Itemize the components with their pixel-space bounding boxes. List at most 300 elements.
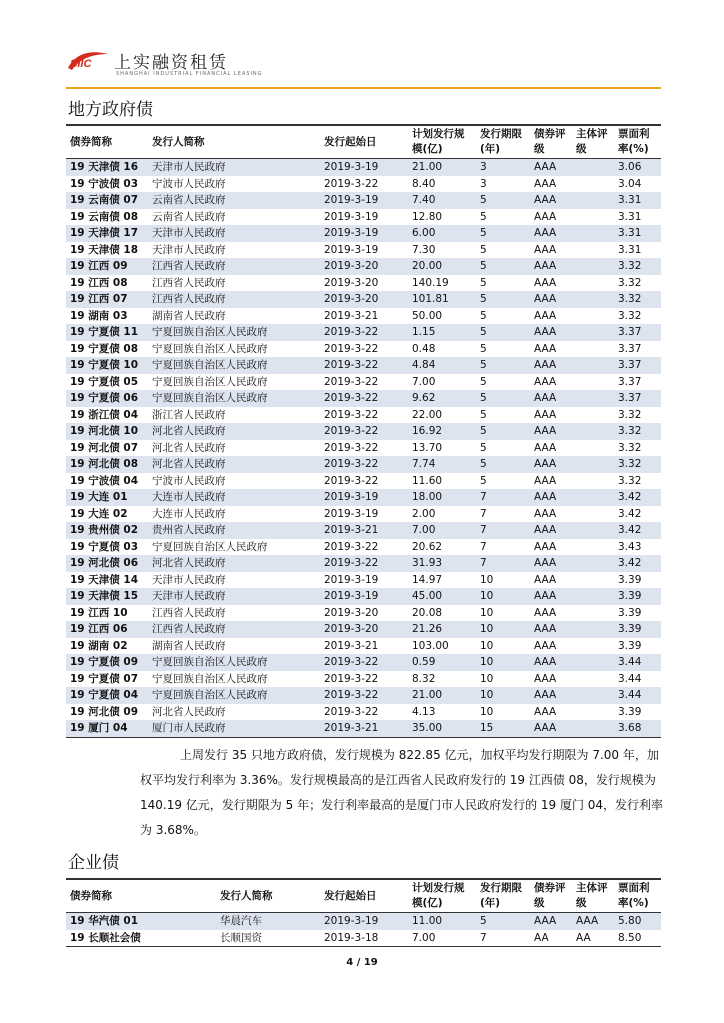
brand-subtitle: SHANGHAI INDUSTRIAL FINANCIAL LEASING [116,71,263,77]
table-row [66,176,661,193]
section-title-corporate: 企业债 [68,853,119,873]
issuer-rating-cell [572,687,614,704]
table-row [66,572,661,589]
issuer-rating-cell [572,407,614,424]
table-row [66,588,661,605]
bond-name-cell: 19 云南债 07 [66,192,148,209]
issuer-rating-cell [572,671,614,688]
issuer-rating-cell [572,374,614,391]
term-cell: 5 [476,258,530,275]
issuer-rating-cell [572,572,614,589]
issuer-cell: 江西省人民政府 [152,606,226,619]
issuer-rating-cell: AAA [572,913,614,930]
start-date-cell: 2019-3-22 [324,375,379,388]
start-date-cell: 2019-3-20 [320,621,408,638]
coupon-cell: 3.37 [618,342,642,355]
coupon-cell: 3.39 [618,573,642,586]
table-row [66,456,661,473]
term-cell: 5 [476,357,530,374]
page-header [66,46,661,86]
bond-rating-cell: AAA [530,225,572,242]
issuer-cell: 宁夏回族自治区人民政府 [148,324,320,341]
coupon-cell: 3.31 [614,192,661,209]
coupon-cell: 3.43 [618,540,642,553]
term-cell: 10 [480,573,494,586]
bond-rating-cell: AAA [534,672,557,685]
bond-rating-cell: AAA [534,342,557,355]
bond-rating-cell: AAA [534,705,557,718]
bond-rating-cell: AAA [534,177,557,190]
start-date-cell: 2019-3-22 [324,342,379,355]
size-cell: 6.00 [408,225,476,242]
start-date-cell: 2019-3-19 [320,159,408,176]
table-row [66,407,661,424]
local-gov-bond-table [66,124,661,738]
coupon-cell: 3.37 [614,324,661,341]
bond-rating-cell: AAA [534,441,557,454]
issuer-cell: 厦门市人民政府 [148,720,320,737]
term-cell: 5 [480,210,487,223]
table-row [66,357,661,374]
issuer-rating-cell [572,341,614,358]
bond-name-cell: 19 河北债 09 [70,705,139,718]
term-cell: 10 [480,639,494,652]
size-cell: 16.92 [408,423,476,440]
coupon-cell: 3.32 [614,291,661,308]
term-cell: 5 [480,441,487,454]
start-date-cell: 2019-3-22 [324,441,379,454]
term-cell: 7 [476,555,530,572]
coupon-cell: 3.32 [614,258,661,275]
issuer-rating-cell [572,621,614,638]
size-cell: 20.00 [408,258,476,275]
size-cell: 101.81 [408,291,476,308]
bond-name-cell: 19 华汽债 01 [66,913,216,930]
summary-paragraph [140,743,665,843]
col-header-issuer: 发行人简称 [148,125,320,159]
term-cell: 10 [480,606,494,619]
coupon-cell: 3.42 [614,522,661,539]
term-cell: 5 [480,243,487,256]
term-cell: 10 [480,705,494,718]
table-row [66,291,661,308]
start-date-cell: 2019-3-19 [320,588,408,605]
bond-rating-cell: AAA [534,639,557,652]
start-date-cell: 2019-3-22 [324,672,379,685]
col-header-issuer-rating: 主体评级 [572,879,614,913]
start-date-cell: 2019-3-19 [320,225,408,242]
table-row [66,720,661,737]
bond-name-cell: 19 大连 01 [66,489,148,506]
col-header-issuer: 发行人简称 [216,879,320,913]
size-cell: 7.00 [408,522,476,539]
col-header-issuer-rating: 主体评级 [572,125,614,159]
table-header-row [66,879,661,913]
start-date-cell: 2019-3-21 [324,309,379,322]
start-date-cell: 2019-3-22 [320,555,408,572]
size-cell: 0.48 [412,342,436,355]
issuer-cell: 天津市人民政府 [152,243,226,256]
issuer-cell: 贵州省人民政府 [148,522,320,539]
bond-name-cell: 19 湖南 03 [70,309,128,322]
start-date-cell: 2019-3-22 [324,474,379,487]
col-header-size: 计划发行规模(亿) [408,125,476,159]
corporate-bond-table [66,878,661,947]
issuer-rating-cell [572,209,614,226]
start-date-cell: 2019-3-19 [324,573,379,586]
size-cell: 4.13 [412,705,436,718]
term-cell: 5 [476,192,530,209]
col-header-start-date: 发行起始日 [320,879,408,913]
term-cell: 10 [476,588,530,605]
col-header-term: 发行期限(年) [476,125,530,159]
start-date-cell: 2019-3-21 [320,720,408,737]
bond-rating-cell: AAA [530,324,572,341]
size-cell: 20.62 [412,540,443,553]
page-number: 4 / 19 [346,957,378,968]
issuer-cell: 天津市人民政府 [148,588,320,605]
bond-name-cell: 19 河北债 08 [66,456,148,473]
coupon-cell: 3.04 [618,177,642,190]
bond-name-cell: 19 天津债 15 [66,588,148,605]
bond-rating-cell: AAA [534,408,557,421]
coupon-cell: 3.44 [614,654,661,671]
issuer-rating-cell [572,638,614,655]
issuer-cell: 江西省人民政府 [148,621,320,638]
issuer-cell: 长顺国资 [216,930,320,947]
size-cell: 31.93 [408,555,476,572]
col-header-bond-rating: 债券评级 [530,125,572,159]
table-row [66,374,661,391]
issuer-cell: 宁夏回族自治区人民政府 [148,687,320,704]
issuer-cell: 天津市人民政府 [148,159,320,176]
issuer-rating-cell [572,440,614,457]
start-date-cell: 2019-3-19 [324,243,379,256]
bond-name-cell: 19 大连 02 [70,507,128,520]
issuer-cell: 浙江省人民政府 [152,408,226,421]
col-header-bond-name: 债券简称 [66,125,148,159]
issuer-cell: 宁夏回族自治区人民政府 [152,375,268,388]
coupon-cell: 3.37 [614,357,661,374]
start-date-cell: 2019-3-20 [320,291,408,308]
issuer-rating-cell [572,605,614,622]
bond-rating-cell: AAA [530,357,572,374]
start-date-cell: 2019-3-22 [320,654,408,671]
start-date-cell: 2019-3-22 [324,540,379,553]
bond-rating-cell: AAA [530,720,572,737]
table-row [66,654,661,671]
issuer-cell: 天津市人民政府 [148,225,320,242]
start-date-cell: 2019-3-19 [324,210,379,223]
table-row [66,555,661,572]
size-cell: 8.32 [412,672,436,685]
issuer-rating-cell [572,225,614,242]
bond-rating-cell: AAA [534,540,557,553]
issuer-cell: 宁夏回族自治区人民政府 [152,342,268,355]
term-cell: 5 [476,324,530,341]
col-header-start-date: 发行起始日 [320,125,408,159]
issuer-cell: 云南省人民政府 [152,210,226,223]
table-row [66,390,661,407]
col-header-coupon: 票面利率(%) [614,879,661,913]
issuer-rating-cell [572,456,614,473]
issuer-cell: 河北省人民政府 [152,441,226,454]
section-title-local-gov: 地方政府债 [68,100,153,120]
term-cell: 7 [480,507,487,520]
issuer-cell: 宁波市人民政府 [152,474,226,487]
term-cell: 10 [476,654,530,671]
bond-rating-cell: AAA [534,243,557,256]
size-cell: 9.62 [408,390,476,407]
term-cell: 7 [476,930,530,947]
size-cell: 22.00 [412,408,443,421]
issuer-rating-cell: AA [572,930,614,947]
issuer-cell: 宁夏回族自治区人民政府 [148,654,320,671]
issuer-cell: 江西省人民政府 [148,258,320,275]
bond-name-cell: 19 厦门 04 [66,720,148,737]
siic-logo-icon [66,48,110,74]
issuer-rating-cell [572,588,614,605]
size-cell: 21.00 [408,687,476,704]
start-date-cell: 2019-3-22 [320,456,408,473]
start-date-cell: 2019-3-18 [320,930,408,947]
table-row [66,605,661,622]
issuer-cell: 云南省人民政府 [148,192,320,209]
coupon-cell: 3.32 [618,408,642,421]
bond-rating-cell: AAA [530,390,572,407]
bond-rating-cell: AAA [530,291,572,308]
bond-rating-cell: AAA [534,210,557,223]
term-cell: 5 [476,291,530,308]
issuer-cell: 江西省人民政府 [148,291,320,308]
bond-name-cell: 19 宁夏债 10 [66,357,148,374]
size-cell: 7.30 [412,243,436,256]
term-cell: 7 [476,489,530,506]
bond-rating-cell: AAA [530,423,572,440]
bond-name-cell: 19 宁夏债 08 [70,342,139,355]
table-row [66,930,661,947]
coupon-cell: 3.44 [614,687,661,704]
bond-name-cell: 19 云南债 08 [70,210,139,223]
size-cell: 4.84 [408,357,476,374]
coupon-cell: 3.39 [614,621,661,638]
start-date-cell: 2019-3-20 [324,606,379,619]
bond-rating-cell: AAA [530,489,572,506]
issuer-rating-cell [572,291,614,308]
size-cell: 7.40 [408,192,476,209]
table-row [66,275,661,292]
term-cell: 7 [480,540,487,553]
coupon-cell: 3.31 [618,210,642,223]
table-row [66,324,661,341]
term-cell: 5 [480,408,487,421]
table-row [66,522,661,539]
size-cell: 21.00 [408,159,476,176]
issuer-cell: 江西省人民政府 [152,276,226,289]
table-row [66,638,661,655]
header-rule [66,87,661,89]
coupon-cell: 3.39 [618,606,642,619]
table-row [66,225,661,242]
table-row [66,440,661,457]
issuer-rating-cell [572,473,614,490]
coupon-cell: 3.37 [618,375,642,388]
bond-rating-cell: AAA [530,456,572,473]
issuer-cell: 湖南省人民政府 [152,639,226,652]
size-cell: 2.00 [412,507,436,520]
issuer-cell: 华晨汽车 [216,913,320,930]
size-cell: 7.00 [408,930,476,947]
bond-name-cell: 19 江西 08 [70,276,128,289]
table-row [66,159,661,176]
size-cell: 35.00 [408,720,476,737]
size-cell: 13.70 [412,441,443,454]
term-cell: 5 [480,276,487,289]
bond-name-cell: 19 江西 07 [66,291,148,308]
col-header-bond-name: 债券简称 [66,879,216,913]
start-date-cell: 2019-3-20 [320,258,408,275]
coupon-cell: 3.32 [614,423,661,440]
col-header-bond-rating: 债券评级 [530,879,572,913]
bond-rating-cell: AA [530,930,572,947]
table-row [66,341,661,358]
term-cell: 10 [476,621,530,638]
size-cell: 18.00 [408,489,476,506]
start-date-cell: 2019-3-22 [324,408,379,421]
start-date-cell: 2019-3-22 [324,705,379,718]
bond-name-cell: 19 贵州债 02 [66,522,148,539]
size-cell: 7.74 [408,456,476,473]
coupon-cell: 3.32 [618,309,642,322]
bond-name-cell: 19 湖南 02 [70,639,128,652]
coupon-cell: 3.06 [614,159,661,176]
table-row [66,913,661,930]
start-date-cell: 2019-3-22 [320,357,408,374]
start-date-cell: 2019-3-19 [320,192,408,209]
term-cell: 10 [476,687,530,704]
issuer-rating-cell [572,654,614,671]
issuer-rating-cell [572,506,614,523]
table-row [66,621,661,638]
table-row [66,242,661,259]
issuer-rating-cell [572,308,614,325]
issuer-rating-cell [572,489,614,506]
bond-rating-cell: AAA [530,192,572,209]
table-row [66,506,661,523]
size-cell: 11.00 [408,913,476,930]
bond-rating-cell: AAA [534,606,557,619]
bond-name-cell: 19 宁夏债 06 [66,390,148,407]
size-cell: 140.19 [412,276,449,289]
bond-name-cell: 19 江西 10 [70,606,128,619]
issuer-cell: 湖南省人民政府 [152,309,226,322]
start-date-cell: 2019-3-22 [320,423,408,440]
bond-rating-cell: AAA [530,654,572,671]
coupon-cell: 3.31 [614,225,661,242]
bond-name-cell: 19 宁夏债 09 [66,654,148,671]
issuer-rating-cell [572,258,614,275]
table-row [66,423,661,440]
bond-rating-cell: AAA [530,621,572,638]
bond-name-cell: 19 宁波债 04 [70,474,139,487]
issuer-rating-cell [572,555,614,572]
bond-rating-cell: AAA [534,507,557,520]
issuer-rating-cell [572,357,614,374]
bond-name-cell: 19 宁夏债 05 [70,375,139,388]
bond-name-cell: 19 浙江债 04 [70,408,139,421]
bond-name-cell: 19 宁夏债 11 [66,324,148,341]
coupon-cell: 3.39 [618,639,642,652]
col-header-term: 发行期限(年) [476,879,530,913]
coupon-cell: 3.42 [618,507,642,520]
issuer-cell: 宁波市人民政府 [152,177,226,190]
table-header-row [66,125,661,159]
bond-rating-cell: AAA [530,258,572,275]
start-date-cell: 2019-3-21 [324,639,379,652]
start-date-cell: 2019-3-21 [320,522,408,539]
bond-name-cell: 19 河北债 06 [66,555,148,572]
issuer-cell: 河北省人民政府 [148,555,320,572]
term-cell: 3 [480,177,487,190]
bond-rating-cell: AAA [530,555,572,572]
bond-rating-cell: AAA [530,522,572,539]
term-cell: 5 [480,309,487,322]
term-cell: 5 [476,390,530,407]
size-cell: 14.97 [412,573,443,586]
issuer-rating-cell [572,720,614,737]
issuer-rating-cell [572,390,614,407]
start-date-cell: 2019-3-22 [320,324,408,341]
issuer-rating-cell [572,522,614,539]
table-row [66,704,661,721]
svg-text:SIIC: SIIC [70,58,92,70]
bond-name-cell: 19 河北债 10 [66,423,148,440]
start-date-cell: 2019-3-22 [320,687,408,704]
coupon-cell: 3.39 [618,705,642,718]
start-date-cell: 2019-3-22 [324,177,379,190]
coupon-cell: 5.80 [614,913,661,930]
issuer-cell: 宁夏回族自治区人民政府 [148,357,320,374]
table-row [66,473,661,490]
coupon-cell: 3.68 [614,720,661,737]
issuer-cell: 河北省人民政府 [152,705,226,718]
issuer-cell: 天津市人民政府 [152,573,226,586]
bond-rating-cell: AAA [534,309,557,322]
coupon-cell: 3.39 [614,588,661,605]
coupon-cell: 3.31 [618,243,642,256]
start-date-cell: 2019-3-22 [320,390,408,407]
brand-name: 上实融资租赁 [114,53,228,73]
issuer-cell: 河北省人民政府 [148,456,320,473]
bond-name-cell: 19 宁夏债 07 [70,672,139,685]
table-row [66,209,661,226]
issuer-cell: 宁夏回族自治区人民政府 [152,672,268,685]
bond-rating-cell: AAA [534,375,557,388]
coupon-cell: 3.32 [618,474,642,487]
issuer-rating-cell [572,423,614,440]
issuer-rating-cell [572,159,614,176]
table-row [66,671,661,688]
bond-rating-cell: AAA [530,159,572,176]
coupon-cell: 3.37 [614,390,661,407]
bond-rating-cell: AAA [530,913,572,930]
issuer-rating-cell [572,192,614,209]
issuer-rating-cell [572,539,614,556]
term-cell: 5 [476,913,530,930]
term-cell: 5 [476,456,530,473]
issuer-rating-cell [572,704,614,721]
term-cell: 15 [476,720,530,737]
